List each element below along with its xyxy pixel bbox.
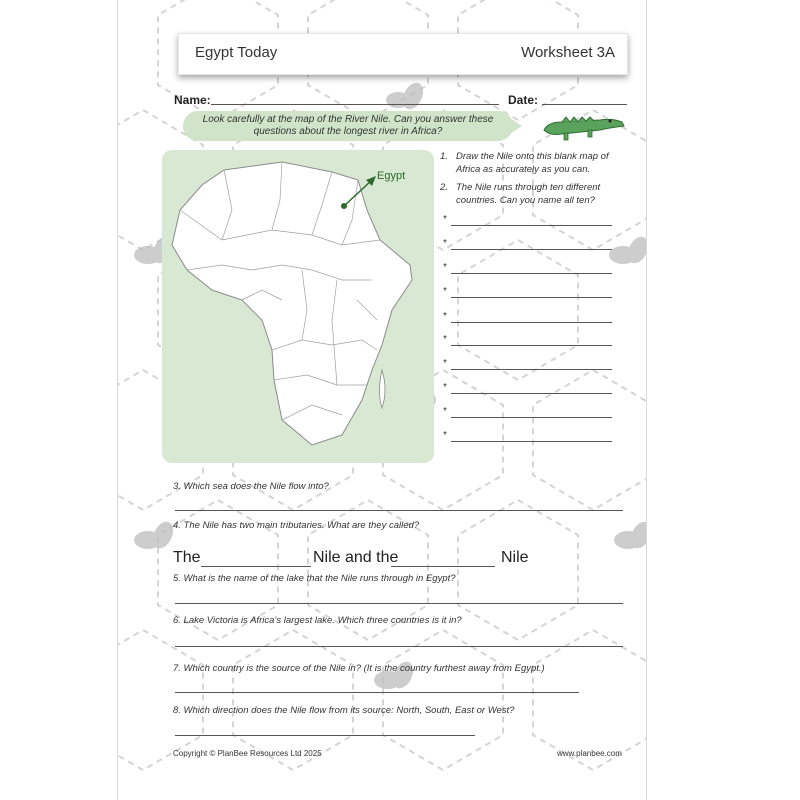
egypt-map-label: Egypt [377, 170, 406, 182]
country-answer-line[interactable] [451, 225, 612, 226]
question-1-number: 1. [440, 151, 448, 162]
africa-blank-map [162, 150, 434, 463]
question-5: 5. What is the name of the lake that the Nile runs through in Egypt? [173, 573, 456, 584]
question-7-answer-line[interactable] [175, 692, 579, 693]
country-bullet: * [443, 406, 447, 417]
name-label: Name: [174, 93, 211, 107]
country-answer-line[interactable] [451, 345, 612, 346]
tributary-1-answer-line[interactable] [201, 566, 311, 567]
question-3: 3. Which sea does the Nile flow into? [173, 481, 329, 492]
intro-line-2: questions about the longest river in Africa? [253, 126, 443, 137]
speech-bubble-tail [510, 118, 522, 134]
question-2-line-2: countries. Can you name all ten? [456, 195, 595, 206]
country-bullet: * [443, 311, 447, 322]
crocodile-icon [538, 108, 628, 144]
country-answer-line[interactable] [451, 393, 612, 394]
africa-map-panel [162, 150, 434, 463]
date-field[interactable] [542, 104, 627, 105]
country-bullet: * [443, 214, 447, 225]
question-4: 4. The Nile has two main tributaries. What are they called? [173, 520, 420, 531]
title-banner [178, 33, 628, 75]
tributary-nile-and-the-text: Nile and the [313, 549, 399, 566]
question-2-line-1: The Nile runs through ten different [456, 182, 601, 193]
name-field[interactable] [211, 104, 499, 105]
intro-line-1: Look carefully at the map of the River Nile. Can you answer these [202, 114, 494, 125]
worksheet-number: Worksheet 3A [521, 44, 615, 61]
country-answer-line[interactable] [451, 249, 612, 250]
question-6: 6. Lake Victoria is Africa’s largest lake. Which three countries is it in? [173, 615, 462, 626]
worksheet-title: Egypt Today [195, 44, 278, 61]
question-8: 8. Which direction does the Nile flow from its source: North, South, East or West? [173, 705, 515, 716]
question-7: 7. Which country is the source of the Nile in? (It is the country furthest away from Egypt.) [173, 663, 545, 674]
question-8-answer-line[interactable] [175, 735, 475, 736]
country-answer-line[interactable] [451, 369, 612, 370]
worksheet-page [117, 0, 647, 800]
question-1-line-1: Draw the Nile onto this blank map of [456, 151, 609, 162]
country-bullet: * [443, 262, 447, 273]
country-bullet: * [443, 286, 447, 297]
country-answer-line[interactable] [451, 417, 612, 418]
country-bullet: * [443, 430, 447, 441]
question-6-answer-line[interactable] [175, 646, 623, 647]
country-answer-line[interactable] [451, 441, 612, 442]
tributary-2-answer-line[interactable] [391, 566, 495, 567]
country-bullet: * [443, 238, 447, 249]
country-bullet: * [443, 382, 447, 393]
country-answer-line[interactable] [451, 322, 612, 323]
question-2 [440, 181, 640, 207]
date-label: Date: [508, 93, 539, 107]
question-5-answer-line[interactable] [175, 603, 623, 604]
question-3-answer-line[interactable] [175, 510, 623, 511]
copyright-text: Copyright © PlanBee Resources Ltd 2025 [173, 749, 322, 758]
question-1-line-2: Africa as accurately as you can. [456, 164, 591, 175]
country-answer-line[interactable] [451, 297, 612, 298]
intro-text [183, 114, 513, 138]
intro-speech-bubble [183, 111, 513, 141]
country-bullet: * [443, 358, 447, 369]
website-link[interactable]: www.planbee.com [557, 749, 622, 758]
country-bullet: * [443, 334, 447, 345]
country-answer-line[interactable] [451, 273, 612, 274]
tributary-nile-text: Nile [501, 549, 529, 566]
tributary-the-text: The [173, 549, 201, 566]
question-1 [440, 150, 640, 176]
question-2-number: 2. [440, 182, 448, 193]
